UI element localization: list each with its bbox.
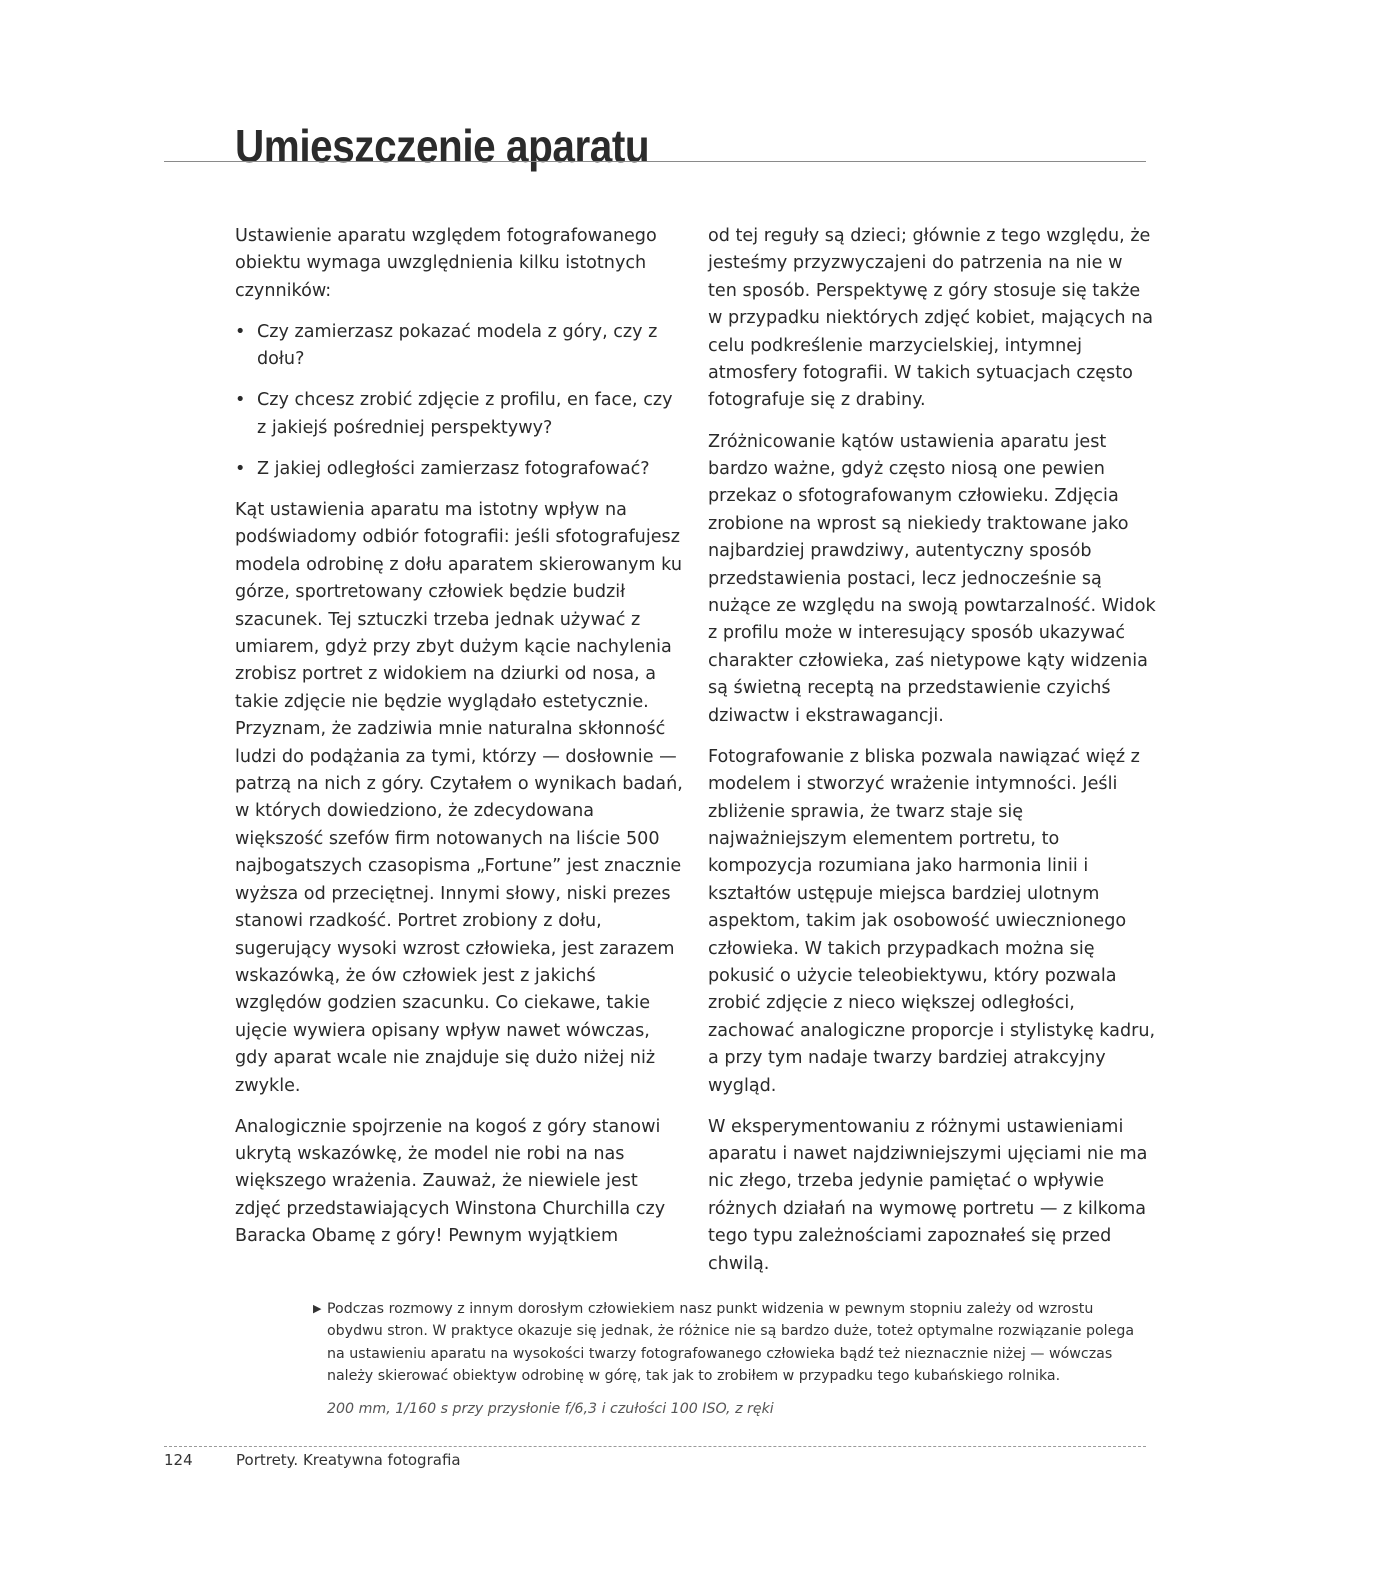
list-item-text: Z jakiej odległości zamierzasz fotografować?	[257, 458, 650, 479]
caption-arrow-icon: ▶	[313, 1302, 322, 1315]
caption-text: Podczas rozmowy z innym dorosłym człowiekiem nasz punkt widzenia w pewnym stopniu zależy od wzrostu obydwu stron. W praktyce okazuje się jednak, że różnice nie są bardzo duże, toteż optymalne rozwiązanie polega na ustawieniu aparatu na wysokości twarzy fotografowanego człowieka bądź też nieznacznie niżej — wówczas należy skierować obiektyw odrobinę w górę, tak jak to zrobiłem w przypadku tego kubańskiego rolnika.	[327, 1301, 1135, 1385]
page-number: 124	[164, 1451, 193, 1469]
bullet-icon: •	[235, 321, 246, 342]
left-column	[235, 223, 683, 1251]
running-footer-title: Portrety. Kreatywna fotografia	[236, 1451, 461, 1469]
title-rule	[164, 161, 1146, 162]
list-item-text: Czy chcesz zrobić zdjęcie z profilu, en face, czy z jakiejś pośredniej perspektywy?	[257, 390, 673, 438]
body-paragraph: Zróżnicowanie kątów ustawienia aparatu jest bardzo ważne, gdyż często niosą one pewien przekaz o sfotografowanym człowieku. Zdjęcia zrobione na wprost są niekiedy traktowane jako najbardziej prawdziwy, autentyczny sposób przedstawienia postaci, lecz jednocześnie są nużące ze względu na swoją powtarzalność. Widok z profilu może w interesujący sposób ukazywać charakter człowieka, zaś nietypowe kąty widzenia są świetną receptą na przedstawienie czyichś dziwactw i ekstrawagancji.	[708, 431, 1156, 726]
intro-paragraph: Ustawienie aparatu względem fotografowanego obiektu wymaga uwzględnienia kilku istotnych czynników:	[235, 226, 657, 301]
body-paragraph: Analogicznie spojrzenie na kogoś z góry stanowi ukrytą wskazówkę, że model nie robi na nas większego wrażenia. Zauważ, że niewiele jest zdjęć przedstawiających Winstona Churchilla czy Baracka Obamę z góry! Pewnym wyjątkiem	[235, 1116, 666, 1247]
question-list	[235, 319, 683, 483]
page-title: Umieszczenie aparatu	[235, 120, 650, 172]
caption-specs: 200 mm, 1/160 s przy przysłonie f/6,3 i czułości 100 ISO, z ręki	[327, 1400, 774, 1417]
footer-rule	[164, 1446, 1146, 1447]
bullet-icon: •	[235, 458, 246, 479]
body-paragraph: Fotografowanie z bliska pozwala nawiązać więź z modelem i stworzyć wrażenie intymności. Jeśli zbliżenie sprawia, że twarz staje się najważniejszym elementem portretu, to kompozycja rozumiana jako harmonia linii i kształtów ustępuje miejsca bardziej ulotnym aspektom, takim jak osobowość uwiecznionego człowieka. W takich przypadkach można się pokusić o użycie teleobiektywu, który pozwala zrobić zdjęcie z nieco większej odległości, zachować analogiczne proporcje i stylistykę kadru, a przy tym nadaje twarzy bardziej atrakcyjny wygląd.	[708, 746, 1156, 1096]
list-item	[235, 456, 683, 483]
body-paragraph: W eksperymentowaniu z różnymi ustawieniami aparatu i nawet najdziwniejszymi ujęciami nie ma nic złego, trzeba jedynie pamiętać o wpływie różnych działań na wymowę portretu — z kilkoma tego typu zależnościami zapoznałeś się przed chwilą.	[708, 1116, 1148, 1274]
bullet-icon: •	[235, 390, 246, 411]
body-paragraph: Kąt ustawienia aparatu ma istotny wpływ na podświadomy odbiór fotografii: jeśli sfotografujesz modela odrobinę z dołu aparatem skierowanym ku górze, sportretowany człowiek będzie budził szacunek. Tej sztuczki trzeba jednak używać z umiarem, gdyż przy zbyt dużym kącie nachylenia zrobisz portret z widokiem na dziurki od nosa, a takie zdjęcie nie będzie wyglądało estetycznie. Przyznam, że zadziwia mnie naturalna skłonność ludzi do podążania za tymi, którzy — dosłownie — patrzą na nich z góry. Czytałem o wynikach badań, w których dowiedziono, że zdecydowana większość szefów firm notowanych na liście 500 najbogatszych czasopisma „Fortune” jest znacznie wyższa od przeciętnej. Innymi słowy, niski prezes stanowi rzadkość. Portret zrobiony z dołu, sugerujący wysoki wzrost człowieka, jest zarazem wskazówką, że ów człowiek jest z jakichś względów godzien szacunku. Co ciekawe, takie ujęcie wywiera opisany wpływ nawet wówczas, gdy aparat wcale nie znajduje się dużo niżej niż zwykle.	[235, 500, 683, 1096]
list-item-text: Czy zamierzasz pokazać modela z góry, czy z dołu?	[257, 321, 658, 370]
right-column	[708, 223, 1156, 1278]
list-item	[235, 319, 683, 374]
list-item	[235, 387, 683, 442]
photo-caption	[313, 1298, 1149, 1420]
body-paragraph: od tej reguły są dzieci; głównie z tego względu, że jesteśmy przyzwyczajeni do patrzenia na nie w ten sposób. Perspektywę z góry stosuje się także w przypadku niektórych zdjęć kobiet, mających na celu podkreślenie marzycielskiej, intymnej atmosfery fotografii. W takich sytuacjach często fotografuje się z drabiny.	[708, 226, 1154, 411]
